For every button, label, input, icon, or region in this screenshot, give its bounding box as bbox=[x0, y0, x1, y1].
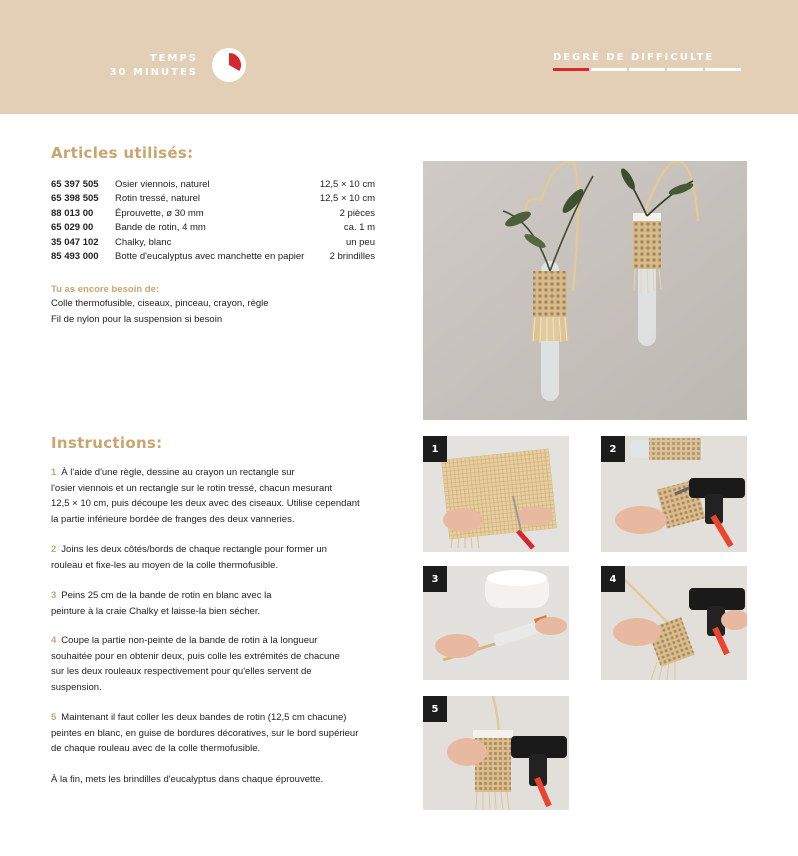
step-badge: 4 bbox=[601, 566, 625, 592]
step-badge: 5 bbox=[423, 696, 447, 722]
instructions-title: Instructions: bbox=[51, 434, 163, 452]
step-photo-3 bbox=[423, 566, 569, 680]
step-photo-5 bbox=[423, 696, 569, 810]
article-qty: 2 brindilles bbox=[329, 251, 375, 263]
instruction-step bbox=[51, 588, 361, 619]
article-code: 65 398 505 bbox=[51, 193, 99, 205]
article-name: Chalky, blanc bbox=[115, 236, 172, 248]
article-row bbox=[51, 235, 375, 250]
step-line bbox=[51, 726, 361, 742]
step-text: souhaitée pour en obtenir deux, puis colle les extrémités de chacune bbox=[51, 650, 340, 662]
difficulty-bar bbox=[629, 68, 665, 71]
step-line bbox=[51, 588, 361, 604]
article-row bbox=[51, 206, 375, 221]
step-line bbox=[51, 680, 361, 696]
difficulty-bar bbox=[667, 68, 703, 71]
need-title: Tu as encore besoin de: bbox=[51, 284, 160, 295]
step-line bbox=[51, 558, 361, 574]
main-photo bbox=[423, 161, 747, 420]
article-row bbox=[51, 177, 375, 192]
step-text: sur les deux rouleaux respectivement pour qu'elles servent de bbox=[51, 666, 312, 677]
articles-title: Articles utilisés: bbox=[51, 144, 194, 162]
step-text: Coupe la partie non-peinte de la bande de rotin à la longueur bbox=[61, 635, 318, 646]
article-code: 65 397 505 bbox=[51, 178, 99, 190]
step-badge: 1 bbox=[423, 436, 447, 462]
step-text: 12,5 × 10 cm, puis découpe les deux avec des ciseaux. Utilise cependant bbox=[51, 498, 360, 509]
step-text: Maintenant il faut coller les deux bandes de rotin (12,5 cm chacune) bbox=[61, 712, 347, 723]
step-number: 4 bbox=[51, 635, 57, 646]
article-qty: 12,5 × 10 cm bbox=[319, 178, 375, 190]
article-code: 88 013 00 bbox=[51, 207, 94, 219]
step-photo-1 bbox=[423, 436, 569, 552]
article-code: 35 047 102 bbox=[51, 236, 99, 248]
difficulty-bar bbox=[705, 68, 741, 71]
instruction-step bbox=[51, 633, 361, 695]
need-line: Fil de nylon pour la suspension si besoin bbox=[51, 314, 223, 325]
difficulty-bar-active bbox=[553, 68, 589, 71]
step-line bbox=[51, 496, 361, 512]
step-text: peintes en blanc, en guise de bordures décoratives, sur le bord supérieur bbox=[51, 727, 359, 739]
article-code: 65 029 00 bbox=[51, 222, 94, 234]
article-row bbox=[51, 192, 375, 207]
step-text: l'osier viennois et un rectangle sur le rotin tressé, chacun mesurant bbox=[51, 482, 333, 494]
article-name: Bande de rotin, 4 mm bbox=[115, 222, 206, 234]
article-name: Osier viennois, naturel bbox=[115, 178, 210, 190]
step-line bbox=[51, 710, 361, 726]
step-text: rouleau et fixe-les au moyen de la colle thermofusible. bbox=[51, 559, 279, 571]
instruction-step bbox=[51, 710, 361, 757]
step-text: Peins 25 cm de la bande de rotin en blanc avec la bbox=[61, 590, 272, 601]
step-line bbox=[51, 481, 361, 497]
difficulty-bar bbox=[591, 68, 627, 71]
step-badge: 2 bbox=[601, 436, 625, 462]
article-name: Botte d'eucalyptus avec manchette en papier bbox=[115, 251, 305, 263]
difficulty-meter bbox=[553, 68, 741, 71]
article-row bbox=[51, 250, 375, 265]
need-line: Colle thermofusible, ciseaux, pinceau, crayon, règle bbox=[51, 298, 269, 309]
step-text: peinture à la craie Chalky et laisse-la bien sécher. bbox=[51, 605, 261, 617]
step-line bbox=[51, 664, 361, 680]
article-qty: un peu bbox=[345, 236, 375, 248]
article-qty: 12,5 × 10 cm bbox=[319, 193, 375, 205]
step-text: la partie inférieure bordée de franges des deux vanneries. bbox=[51, 513, 295, 525]
header-band bbox=[0, 0, 798, 114]
article-name: Rotin tressé, naturel bbox=[115, 193, 201, 205]
instruction-step bbox=[51, 542, 361, 573]
final-note: À la fin, mets les brindilles d'eucalyptus dans chaque éprouvette. bbox=[51, 774, 324, 785]
step-text: Joins les deux côtés/bords de chaque rectangle pour former un bbox=[61, 544, 327, 555]
timer-icon bbox=[212, 48, 246, 82]
step-text: suspension. bbox=[51, 681, 102, 693]
article-name: Éprouvette, ø 30 mm bbox=[115, 207, 204, 219]
article-code: 85 493 000 bbox=[51, 251, 99, 263]
article-qty: ca. 1 m bbox=[343, 222, 375, 234]
hanging-vases-photo-icon bbox=[423, 161, 747, 420]
step-number: 5 bbox=[51, 712, 57, 723]
difficulty-label: DEGRÉ DE DIFFICULTÉ bbox=[553, 52, 715, 63]
step-line bbox=[51, 604, 361, 620]
step-line bbox=[51, 741, 361, 757]
step-text: de chaque rouleau avec de la colle thermofusible. bbox=[51, 743, 261, 754]
step-line bbox=[51, 465, 361, 481]
time-label: TEMPS bbox=[149, 53, 198, 64]
instruction-step bbox=[51, 465, 361, 527]
step-photo-4 bbox=[601, 566, 747, 680]
article-row bbox=[51, 221, 375, 236]
step-line bbox=[51, 542, 361, 558]
step-line bbox=[51, 512, 361, 528]
step-number: 3 bbox=[51, 590, 57, 601]
step-badge: 3 bbox=[423, 566, 447, 592]
articles-table bbox=[51, 177, 375, 264]
time-info bbox=[110, 52, 198, 80]
step-photo-2 bbox=[601, 436, 747, 552]
step-line bbox=[51, 633, 361, 649]
step-text: À l'aide d'une règle, dessine au crayon un rectangle sur bbox=[61, 467, 295, 478]
step-number: 1 bbox=[51, 467, 57, 478]
step-line bbox=[51, 649, 361, 665]
article-qty: 2 pièces bbox=[339, 207, 375, 219]
time-value: 30 MINUTES bbox=[109, 67, 198, 78]
step-number: 2 bbox=[51, 544, 57, 555]
